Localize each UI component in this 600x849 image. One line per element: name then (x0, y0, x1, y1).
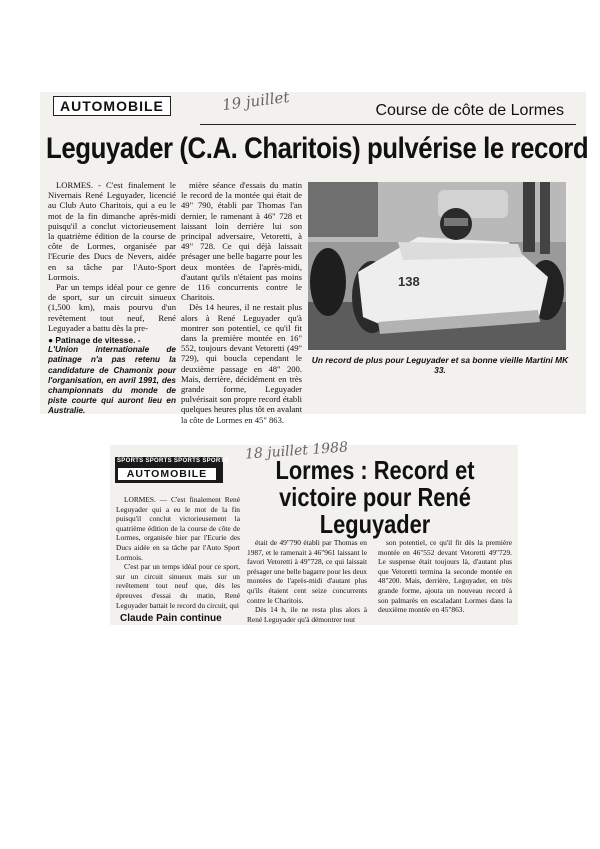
section-tag: AUTOMOBILE (53, 96, 171, 116)
brief-title: ● Patinage de vitesse. - (48, 335, 141, 346)
handwritten-date: 19 juillet (221, 87, 291, 115)
kicker: Course de côte de Lormes (375, 102, 564, 119)
article-clipping-1 (40, 87, 589, 425)
article-column-1 (116, 495, 240, 610)
headline: Leguyader (C.A. Charitois) pulvérise le record (46, 132, 589, 165)
section-tag: AUTOMOBILE (118, 468, 216, 480)
paragraph: était de 49"790 établi par Thomas en 1987, et le ramenait à 46"961 laissant le favori Vetoretti à 49"728, ce qui laissait présager une belle bagarre pour les deux montées de l'après-midi d'autant plus qu'ils étaient cent seize concurrents contre le Charitois. (247, 538, 367, 605)
article-column-3 (378, 538, 512, 615)
article-column-1 (48, 180, 176, 417)
handwritten-date: 18 juillet 1988 (244, 439, 349, 463)
paragraph: son potentiel, ce qu'il fit dès la première montée en 46"552 devant Vetoretti 49"729. Le suspense était toujours là, d'autant plus que Vetoretti termina la seconde montée en 48"200. Mais, derrière, Leguyader, en très grande forme, ajouta un nouveau record à son palmarès en escaladant Lormes dans la deuxième montée en 45"863. (378, 538, 512, 615)
paragraph: LORMES. — C'est finalement René Leguyader qui a eu le mot de la fin puisqu'il conclut victorieusement la quatrième édition de la course de côte de Lormes, organisée hier par l'Ecurie des Ducs aidée en sa tâche par l'Auto Sport Lormois. (116, 495, 240, 562)
sports-band-text: SPORTS SPORTS SPORTS SPORTS (117, 458, 229, 464)
divider (200, 124, 576, 125)
article-column-2 (181, 180, 302, 425)
paragraph: mière séance d'essais du matin le record de la montée qui était de 49" 790, établi par Thomas l'an dernier, le ramenant à 46" 728 et laissant loin derrière lui son principal adversaire, Vetoretti, à 49" 728. Ce qui déjà laissait présager une belle bagarre pour les deux montées de l'après-midi, d'autant qu'ils n'étaient pas moins de 116 concurrents contre le Charitois. (181, 180, 302, 303)
article-clipping-2 (110, 439, 518, 625)
article-column-2 (247, 538, 367, 624)
race-car-photo (308, 182, 566, 350)
section-band (115, 457, 229, 483)
car-number: 138 (398, 274, 420, 289)
paragraph: LORMES. - C'est finalement le Nivernais René Leguyader, licencié au Club Auto Charitois, qui a eu le mot de la fin dimanche après-midi puisqu'il a conclut victorieusement la quatrième édition de la course de côte de Lormes, organisée par l'Ecurie des Ducs de Nevers, aidée en sa tâche par l'Auto-Sport Lormois. (48, 180, 176, 282)
paragraph: C'est par un temps idéal pour ce sport, sur un circuit sinueux mais sur un revêtement tout neuf que, dès les épreuves d'essai du matin, René Leguyader battait le record du circuit, qui (116, 562, 240, 610)
paragraph: Dès 14 h, ile ne resta plus alors à René Leguyader qu'à démontrer tout (247, 605, 367, 624)
byline: Claude Pain continue (120, 613, 222, 624)
photo-caption: Un record de plus pour Leguyader et sa bonne vieille Martini MK 33. (311, 355, 569, 375)
headline: Lormes : Record et victoire pour René Leguyader (275, 455, 475, 539)
paragraph: Dès 14 heures, il ne restait plus alors à René Leguyader qu'à montrer son potentiel, ce qu'il fit dans la première montée en 16" 552, toujours devant Vetoretti (49" 729), qui boucla cependant le deuxième passage en 48" 200. Mais, derrière, décidément en très grande forme, Leguyader pulvérisait son propre record établi quelques heures plus tôt en avalant la côte de Lormes en 45" 863. (181, 302, 302, 425)
paragraph: Par un temps idéal pour ce genre de sport, sur un circuit sinueux (1,500 km), mais pourvu d'un revêtement tout neuf, René Leguyader a battu dès la pre- (48, 282, 176, 333)
brief-body: L'Union internationale de patinage n'a pas retenu la candidature de Chamonix pour l'organisation, en avril 1991, des championnats du monde de piste courte qui auront lieu en Australie. (48, 345, 176, 416)
race-car-illustration (308, 182, 566, 350)
